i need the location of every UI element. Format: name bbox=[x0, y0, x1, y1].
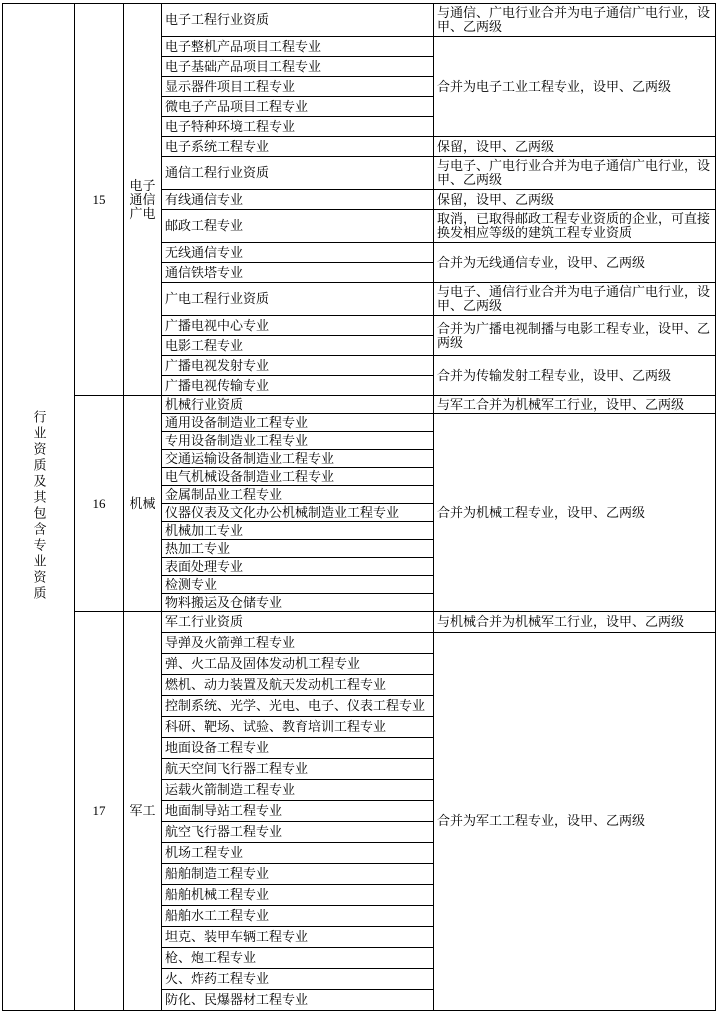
specialty-cell: 导弹及火箭弹工程专业 bbox=[162, 633, 434, 654]
section-number-cell: 16 bbox=[75, 396, 124, 612]
specialty-cell: 机械行业资质 bbox=[162, 396, 434, 414]
specialty-cell: 船舶水工工程专业 bbox=[162, 906, 434, 927]
row-group-header-cell bbox=[3, 4, 75, 1011]
specialty-cell: 电子系统工程专业 bbox=[162, 137, 434, 157]
note-cell: 合并为机械工程专业，设甲、乙两级 bbox=[434, 414, 716, 612]
specialty-cell: 通用设备制造业工程专业 bbox=[162, 414, 434, 432]
specialty-cell: 地面设备工程专业 bbox=[162, 738, 434, 759]
specialty-cell: 防化、民爆器材工程专业 bbox=[162, 990, 434, 1011]
industry-qualification-table bbox=[2, 3, 716, 1011]
table-row bbox=[3, 612, 716, 633]
specialty-cell: 电子整机产品项目工程专业 bbox=[162, 37, 434, 57]
specialty-cell: 机械加工专业 bbox=[162, 522, 434, 540]
specialty-cell: 燃机、动力装置及航天发动机工程专业 bbox=[162, 675, 434, 696]
note-cell: 与机械合并为机械军工行业，设甲、乙两级 bbox=[434, 612, 716, 633]
specialty-cell: 船舶制造工程专业 bbox=[162, 864, 434, 885]
specialty-cell: 显示器件项目工程专业 bbox=[162, 77, 434, 97]
specialty-cell: 检测专业 bbox=[162, 576, 434, 594]
section-category-cell: 电子通信广电 bbox=[124, 4, 162, 396]
specialty-cell: 无线通信专业 bbox=[162, 243, 434, 263]
specialty-cell: 专用设备制造业工程专业 bbox=[162, 432, 434, 450]
specialty-cell: 热加工专业 bbox=[162, 540, 434, 558]
note-cell: 与电子、通信行业合并为电子通信广电行业，设甲、乙两级 bbox=[434, 283, 716, 316]
section-number-cell: 17 bbox=[75, 612, 124, 1011]
specialty-cell: 军工行业资质 bbox=[162, 612, 434, 633]
specialty-cell: 广播电视中心专业 bbox=[162, 316, 434, 336]
specialty-cell: 科研、靶场、试验、教育培训工程专业 bbox=[162, 717, 434, 738]
note-cell: 与电子、广电行业合并为电子通信广电行业，设甲、乙两级 bbox=[434, 157, 716, 190]
specialty-cell: 地面制导站工程专业 bbox=[162, 801, 434, 822]
specialty-cell: 枪、炮工程专业 bbox=[162, 948, 434, 969]
section-category-cell: 机械 bbox=[124, 396, 162, 612]
vertical-title: 行业资质及其包含专业资质 bbox=[31, 409, 47, 602]
note-cell: 与军工合并为机械军工行业，设甲、乙两级 bbox=[434, 396, 716, 414]
specialty-cell: 通信铁塔专业 bbox=[162, 263, 434, 283]
specialty-cell: 邮政工程专业 bbox=[162, 210, 434, 243]
specialty-cell: 船舶机械工程专业 bbox=[162, 885, 434, 906]
note-cell: 保留，设甲、乙两级 bbox=[434, 137, 716, 157]
specialty-cell: 微电子产品项目工程专业 bbox=[162, 97, 434, 117]
note-cell: 保留，设甲、乙两级 bbox=[434, 190, 716, 210]
note-cell: 取消，已取得邮政工程专业资质的企业，可直接换发相应等级的建筑工程专业资质 bbox=[434, 210, 716, 243]
specialty-cell: 电子基础产品项目工程专业 bbox=[162, 57, 434, 77]
specialty-cell: 航天空间飞行器工程专业 bbox=[162, 759, 434, 780]
specialty-cell: 电子特种环境工程专业 bbox=[162, 117, 434, 137]
specialty-cell: 物料搬运及仓储专业 bbox=[162, 594, 434, 612]
note-cell: 合并为传输发射工程专业，设甲、乙两级 bbox=[434, 356, 716, 396]
specialty-cell: 交通运输设备制造业工程专业 bbox=[162, 450, 434, 468]
specialty-cell: 电气机械设备制造业工程专业 bbox=[162, 468, 434, 486]
table-body bbox=[3, 4, 716, 1011]
specialty-cell: 通信工程行业资质 bbox=[162, 157, 434, 190]
table-row bbox=[3, 396, 716, 414]
specialty-cell: 仪器仪表及文化办公机械制造业工程专业 bbox=[162, 504, 434, 522]
specialty-cell: 火、炸药工程专业 bbox=[162, 969, 434, 990]
specialty-cell: 金属制品业工程专业 bbox=[162, 486, 434, 504]
note-cell: 合并为军工工程专业，设甲、乙两级 bbox=[434, 633, 716, 1011]
specialty-cell: 电子工程行业资质 bbox=[162, 4, 434, 37]
note-cell: 合并为电子工业工程专业，设甲、乙两级 bbox=[434, 37, 716, 137]
specialty-cell: 广播电视发射专业 bbox=[162, 356, 434, 376]
specialty-cell: 航空飞行器工程专业 bbox=[162, 822, 434, 843]
specialty-cell: 广电工程行业资质 bbox=[162, 283, 434, 316]
table-row bbox=[3, 4, 716, 37]
specialty-cell: 有线通信专业 bbox=[162, 190, 434, 210]
specialty-cell: 弹、火工品及固体发动机工程专业 bbox=[162, 654, 434, 675]
section-category-cell: 军工 bbox=[124, 612, 162, 1011]
specialty-cell: 电影工程专业 bbox=[162, 336, 434, 356]
specialty-cell: 运载火箭制造工程专业 bbox=[162, 780, 434, 801]
specialty-cell: 广播电视传输专业 bbox=[162, 376, 434, 396]
note-cell: 与通信、广电行业合并为电子通信广电行业，设甲、乙两级 bbox=[434, 4, 716, 37]
specialty-cell: 机场工程专业 bbox=[162, 843, 434, 864]
specialty-cell: 坦克、装甲车辆工程专业 bbox=[162, 927, 434, 948]
note-cell: 合并为广播电视制播与电影工程专业，设甲、乙两级 bbox=[434, 316, 716, 356]
note-cell: 合并为无线通信专业，设甲、乙两级 bbox=[434, 243, 716, 283]
specialty-cell: 控制系统、光学、光电、电子、仪表工程专业 bbox=[162, 696, 434, 717]
specialty-cell: 表面处理专业 bbox=[162, 558, 434, 576]
section-number-cell: 15 bbox=[75, 4, 124, 396]
